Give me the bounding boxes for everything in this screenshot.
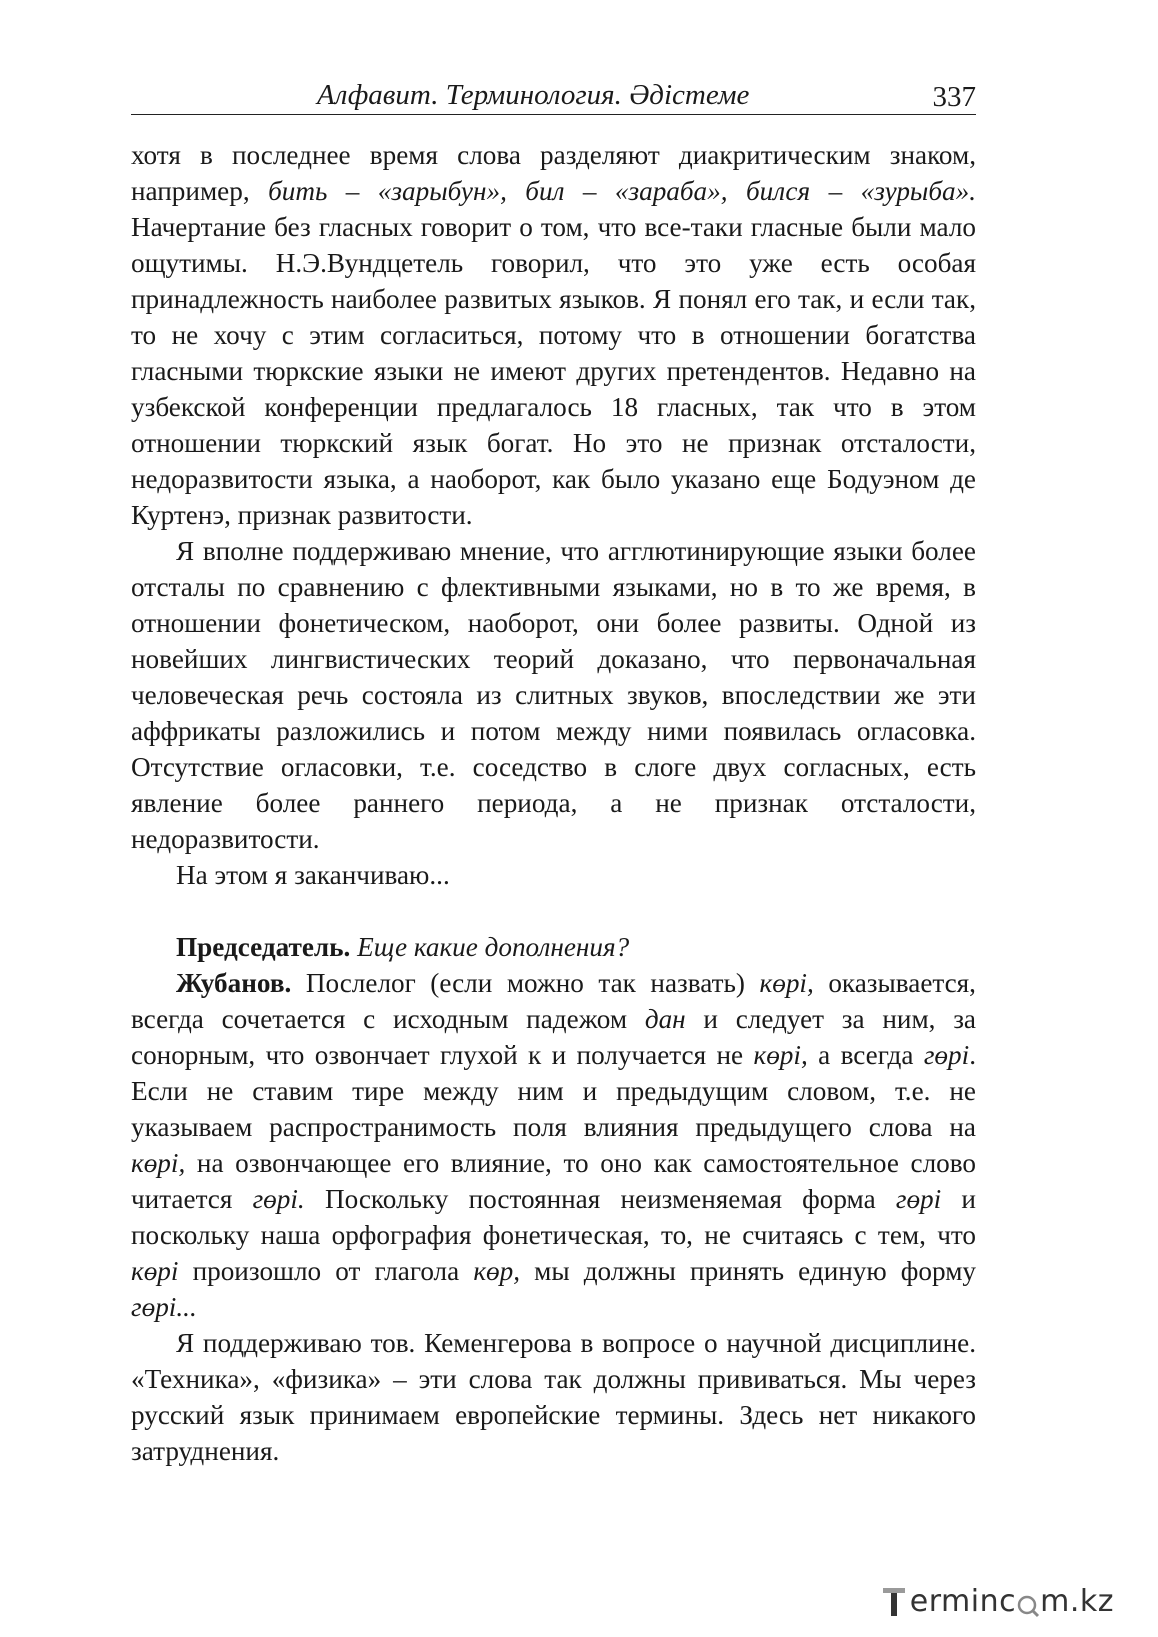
running-title: Алфавит. Терминология. Әдістеме	[317, 79, 750, 111]
italic-term: гөрі	[923, 1040, 970, 1070]
italic-term: гөрі.	[252, 1184, 305, 1214]
text-run: На этом я заканчиваю...	[176, 860, 450, 890]
italic-term: көрі	[131, 1256, 179, 1286]
text-run: и следует за ним, за сонорным, что озвончает глухой к и получается не	[131, 1004, 976, 1070]
italic-term: дан	[644, 1004, 686, 1034]
paragraph	[131, 857, 976, 893]
watermark-text-end: m.kz	[1040, 1584, 1114, 1619]
text-run: Поскольку постоянная неизменяемая форма	[304, 1184, 896, 1214]
italic-term: көр,	[473, 1256, 521, 1286]
text-run: а всегда	[807, 1040, 924, 1070]
paragraph	[131, 929, 976, 965]
speaker-name: Жубанов.	[176, 968, 292, 998]
magnifier-icon	[1016, 1588, 1040, 1618]
page-number: 337	[932, 81, 976, 113]
paragraph-gap	[131, 893, 976, 929]
body-text	[131, 137, 976, 1469]
paragraph	[131, 1325, 976, 1469]
text-run: хотя в последнее время слова разделяют диакритическим знаком, например,	[131, 140, 976, 206]
text-run: Начертание без гласных говорит о том, что все-таки гласные были мало ощутимы. Н.Э.Вундцетель говорил, что это уже есть особая принадлежность наиболее развитых языков. Я понял его так, и если так, то не хочу с этим согласиться, потому что в отношении богатства гласными тюркские языки не имеют других претендентов. Недавно на узбекской конференции предлагалось 18 гласных, так что в этом отношении тюркский язык богат. Но это не признак отсталости, недоразвитости языка, а наоборот, как было указано еще Бодуэном де Куртенэ, признак развитости.	[131, 212, 976, 530]
italic-term: көрі,	[131, 1148, 186, 1178]
termincom-logo	[882, 1586, 908, 1618]
text-run: Я вполне поддерживаю мнение, что агглютинирующие языки более отсталы по сравнению с флективными языками, но в то же время, в отношении фонетическом, наоборот, они более развиты. Одной из новейших лингвистических теорий доказано, что первоначальная человеческая речь состояла из слитных звуков, впоследствии же эти аффрикаты разложились и потом между ними появилась огласовка. Отсутствие огласовки, т.е. соседство в слоге двух согласных, есть явление более раннего периода, а не признак отсталости, недоразвитости.	[131, 536, 976, 854]
text-run: и поскольку наша орфография фонетическая, то, не считаясь с тем, что	[131, 1184, 976, 1250]
italic-term: гөрі	[895, 1184, 942, 1214]
speaker-name: Председатель.	[176, 932, 351, 962]
italic-term: көрі,	[759, 968, 814, 998]
text-run: произошло от глагола	[178, 1256, 474, 1286]
watermark-text-start: erminc	[909, 1584, 1017, 1619]
running-header	[131, 78, 976, 115]
paragraph	[131, 533, 976, 857]
italic-term: Еще какие дополнения?	[357, 932, 630, 962]
text-run: мы должны принять единую форму	[520, 1256, 976, 1286]
text-run: Послелог (если можно так назвать)	[291, 968, 760, 998]
text-run: . Если не ставим тире между ним и предыдущим словом, т.е. не указываем распространимость поля влияния предыдущего слова на	[131, 1040, 976, 1142]
italic-term: бить – «зарыбун», бил – «зараба», бился – «зурыба».	[268, 176, 976, 206]
text-run: Я поддерживаю тов. Кеменгерова в вопросе о научной дисциплине. «Техника», «физика» – эти слова так должны прививаться. Мы через русский язык принимаем европейские термины. Здесь нет никакого затруднения.	[131, 1328, 976, 1466]
termincom-watermark	[882, 1586, 1114, 1618]
document-page	[131, 78, 976, 1469]
italic-term: көрі,	[753, 1040, 808, 1070]
paragraph	[131, 137, 976, 533]
text-run: на озвончающее его влияние, то оно как самостоятельное слово читается	[131, 1148, 976, 1214]
italic-term: гөрі...	[131, 1292, 197, 1322]
paragraph	[131, 965, 976, 1325]
text-run: оказывается, всегда сочетается с исходным падежом	[131, 968, 976, 1034]
